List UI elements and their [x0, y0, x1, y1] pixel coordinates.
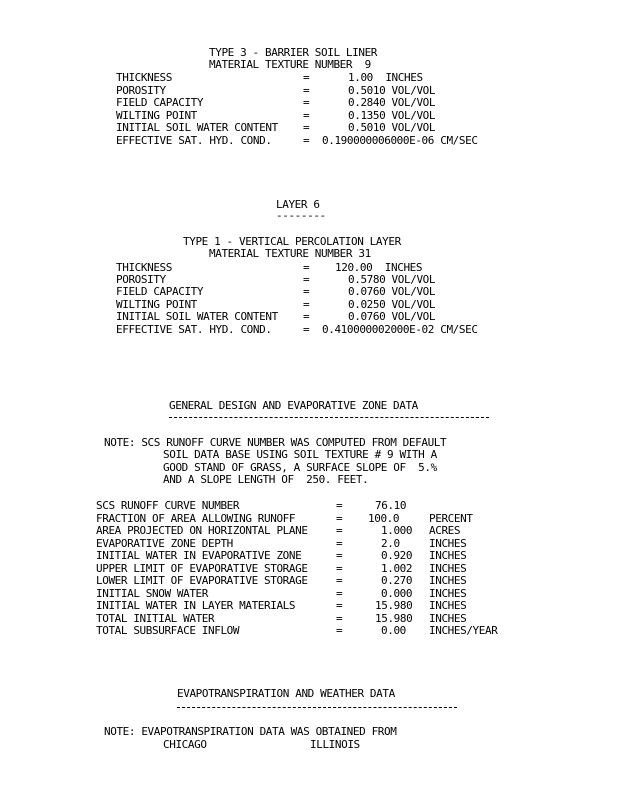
general-row-label: UPPER LIMIT OF EVAPORATIVE STORAGE: [96, 562, 308, 575]
general-row-label: SCS RUNOFF CURVE NUMBER: [96, 499, 240, 512]
general-row-value: 0.00: [381, 624, 406, 637]
general-row-eq: =: [336, 537, 343, 550]
general-note-line-1: NOTE: SCS RUNOFF CURVE NUMBER WAS COMPUTED FROM DEFAULT: [104, 436, 447, 449]
general-row-value: 0.920: [381, 549, 413, 562]
layer5-wilting-point-label: WILTING POINT: [116, 109, 197, 122]
layer5-field-capacity-label: FIELD CAPACITY: [116, 96, 204, 109]
general-row-eq: =: [336, 599, 343, 612]
layer6-sat-hyd-cond-label: EFFECTIVE SAT. HYD. COND.: [116, 323, 272, 336]
general-row-value: 100.0: [368, 512, 400, 525]
general-row-unit: INCHES: [429, 599, 467, 612]
general-row-value: 2.0: [381, 537, 400, 550]
general-row-value: 1.000: [381, 524, 413, 537]
general-row-label: TOTAL SUBSURFACE INFLOW: [96, 624, 240, 637]
layer6-field-capacity-label: FIELD CAPACITY: [116, 285, 204, 298]
general-note-line-2: SOIL DATA BASE USING SOIL TEXTURE # 9 WITH A: [163, 448, 437, 461]
layer6-initial-water-label: INITIAL SOIL WATER CONTENT: [116, 310, 278, 323]
general-row-value: 0.000: [381, 587, 413, 600]
general-row-value: 76.10: [375, 499, 407, 512]
general-row-unit: INCHES: [429, 537, 467, 550]
general-row-label: INITIAL WATER IN LAYER MATERIALS: [96, 599, 296, 612]
layer5-initial-water-value: 0.5010 VOL/VOL: [348, 121, 436, 134]
layer5-initial-water-eq: =: [303, 121, 310, 134]
general-row-eq: =: [336, 499, 343, 512]
general-row-eq: =: [336, 624, 343, 637]
general-note-line-4: AND A SLOPE LENGTH OF 250. FEET.: [163, 473, 369, 486]
layer5-porosity-value: 0.5010 VOL/VOL: [348, 84, 436, 97]
layer6-thickness-label: THICKNESS: [116, 261, 173, 274]
layer5-porosity-eq: =: [303, 84, 310, 97]
general-row-unit: INCHES: [429, 549, 467, 562]
layer5-sat-hyd-cond-label: EFFECTIVE SAT. HYD. COND.: [116, 134, 272, 147]
general-row-eq: =: [336, 574, 343, 587]
general-row-label: FRACTION OF AREA ALLOWING RUNOFF: [96, 512, 296, 525]
general-row-eq: =: [336, 549, 343, 562]
layer6-title-underline: --------: [276, 209, 326, 222]
layer6-sat-hyd-cond-value: 0.410000002000E-02 CM/SEC: [322, 323, 478, 336]
layer5-texture-line: MATERIAL TEXTURE NUMBER 9: [209, 58, 371, 71]
layer6-initial-water-eq: =: [303, 310, 310, 323]
layer6-wilting-point-label: WILTING POINT: [116, 298, 197, 311]
evapo-section-rule: [177, 707, 457, 708]
general-row-unit: INCHES: [429, 587, 467, 600]
layer6-thickness-value: 120.00 INCHES: [335, 261, 423, 274]
layer6-porosity-value: 0.5780 VOL/VOL: [348, 273, 436, 286]
evapo-note-city: CHICAGO: [163, 738, 207, 751]
general-row-unit: INCHES: [429, 562, 467, 575]
general-row-eq: =: [336, 587, 343, 600]
general-row-label: TOTAL INITIAL WATER: [96, 612, 215, 625]
general-row-eq: =: [336, 524, 343, 537]
layer6-porosity-eq: =: [303, 273, 310, 286]
general-row-label: INITIAL WATER IN EVAPORATIVE ZONE: [96, 549, 302, 562]
general-row-eq: =: [336, 612, 343, 625]
layer6-type-line: TYPE 1 - VERTICAL PERCOLATION LAYER: [183, 235, 401, 248]
general-row-eq: =: [336, 512, 343, 525]
general-row-value: 0.270: [381, 574, 413, 587]
layer6-field-capacity-value: 0.0760 VOL/VOL: [348, 285, 436, 298]
general-row-unit: INCHES: [429, 612, 467, 625]
general-row-label: LOWER LIMIT OF EVAPORATIVE STORAGE: [96, 574, 308, 587]
layer5-initial-water-label: INITIAL SOIL WATER CONTENT: [116, 121, 278, 134]
evapo-note-line: NOTE: EVAPOTRANSPIRATION DATA WAS OBTAINED FROM: [104, 725, 397, 738]
layer6-wilting-point-eq: =: [303, 298, 310, 311]
layer5-sat-hyd-cond-value: 0.190000006000E-06 CM/SEC: [322, 134, 478, 147]
general-row-unit: ACRES: [429, 524, 461, 537]
layer6-field-capacity-eq: =: [303, 285, 310, 298]
layer6-title: LAYER 6: [276, 198, 320, 211]
general-row-label: INITIAL SNOW WATER: [96, 587, 209, 600]
evapo-note-state: ILLINOIS: [310, 738, 360, 751]
layer6-sat-hyd-cond-eq: =: [303, 323, 310, 336]
layer6-initial-water-value: 0.0760 VOL/VOL: [348, 310, 436, 323]
general-row-label: EVAPORATIVE ZONE DEPTH: [96, 537, 233, 550]
layer5-wilting-point-value: 0.1350 VOL/VOL: [348, 109, 436, 122]
general-row-unit: INCHES/YEAR: [429, 624, 498, 637]
general-note-line-3: GOOD STAND OF GRASS, A SURFACE SLOPE OF 5.%: [163, 461, 437, 474]
layer5-type-line: TYPE 3 - BARRIER SOIL LINER: [209, 46, 378, 59]
general-row-value: 1.002: [381, 562, 413, 575]
layer5-thickness-eq: =: [303, 71, 310, 84]
general-row-unit: INCHES: [429, 574, 467, 587]
general-section-rule: [169, 417, 489, 418]
layer5-field-capacity-value: 0.2840 VOL/VOL: [348, 96, 436, 109]
layer6-thickness-eq: =: [303, 261, 310, 274]
layer6-texture-line: MATERIAL TEXTURE NUMBER 31: [209, 247, 371, 260]
layer5-field-capacity-eq: =: [303, 96, 310, 109]
general-row-eq: =: [336, 562, 343, 575]
layer5-porosity-label: POROSITY: [116, 84, 166, 97]
evapo-section-title: EVAPOTRANSPIRATION AND WEATHER DATA: [177, 687, 395, 700]
layer6-porosity-label: POROSITY: [116, 273, 166, 286]
general-row-unit: PERCENT: [429, 512, 473, 525]
layer5-thickness-label: THICKNESS: [116, 71, 173, 84]
general-row-label: AREA PROJECTED ON HORIZONTAL PLANE: [96, 524, 308, 537]
general-row-value: 15.980: [375, 599, 413, 612]
layer6-wilting-point-value: 0.0250 VOL/VOL: [348, 298, 436, 311]
layer5-wilting-point-eq: =: [303, 109, 310, 122]
layer5-thickness-value: 1.00 INCHES: [348, 71, 423, 84]
general-section-title: GENERAL DESIGN AND EVAPORATIVE ZONE DATA: [169, 399, 418, 412]
layer5-sat-hyd-cond-eq: =: [303, 134, 310, 147]
general-row-value: 15.980: [375, 612, 413, 625]
